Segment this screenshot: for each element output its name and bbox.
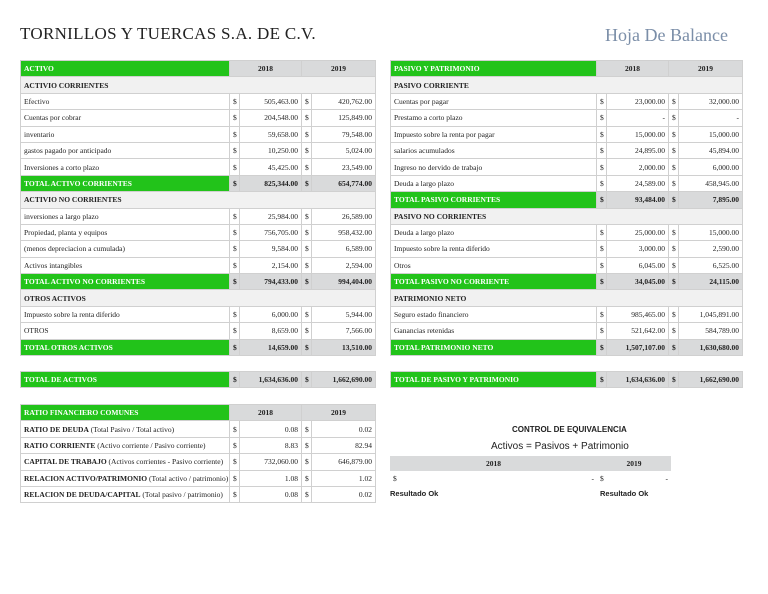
total-assets-2019[interactable]: 1,662,690.00 <box>312 372 376 388</box>
current-assets-title-row <box>21 77 376 93</box>
noncurrent-asset-row-label: Activos intangibles <box>21 257 230 273</box>
currency-symbol: $ <box>669 142 679 158</box>
ratio-name: RELACION ACTIVO/PATRIMONIO <box>24 473 148 483</box>
current-asset-row <box>21 142 376 158</box>
currency-symbol: $ <box>669 175 679 191</box>
currency-symbol: $ <box>230 93 240 109</box>
current-asset-row-2019[interactable]: 125,849.00 <box>312 110 376 126</box>
noncurrent-asset-row-2019[interactable]: 958,432.00 <box>312 224 376 240</box>
noncurrent-assets-title-row <box>21 192 376 208</box>
currency-symbol: $ <box>302 274 312 290</box>
current-liability-row-2019[interactable]: 15,000.00 <box>679 126 743 142</box>
other-asset-row-2018[interactable]: 6,000.00 <box>240 306 302 322</box>
equity-row-2019[interactable]: 584,789.00 <box>679 323 743 339</box>
currency-symbol: $ <box>600 474 604 483</box>
total-equity <box>391 339 743 355</box>
ratio-value-2019[interactable]: 1.02 <box>312 470 376 486</box>
ratios-table <box>20 404 376 503</box>
ratio-label <box>21 421 230 437</box>
current-liability-row-2018[interactable]: 2,000.00 <box>607 159 669 175</box>
total-equity-2019[interactable]: 1,630,680.00 <box>679 339 743 355</box>
ratio-value-2019[interactable]: 82.94 <box>312 437 376 453</box>
current-liability-row-2018[interactable]: 24,589.00 <box>607 175 669 191</box>
total-equity-2018[interactable]: 1,507,107.00 <box>607 339 669 355</box>
noncurrent-liabilities-title-row <box>391 208 743 224</box>
current-liability-row-label: Ingreso no dervido de trabajo <box>391 159 597 175</box>
assets-table <box>20 60 376 356</box>
noncurrent-asset-row <box>21 224 376 240</box>
current-asset-row <box>21 110 376 126</box>
currency-symbol: $ <box>302 421 312 437</box>
total-noncurrent-assets-label: TOTAL ACTIVO NO CORRIENTES <box>21 274 230 290</box>
total-current-liabilities-2019[interactable]: 7,895.00 <box>679 192 743 208</box>
other-asset-row <box>21 306 376 322</box>
currency-symbol: $ <box>669 274 679 290</box>
current-liability-row-2019[interactable]: 6,000.00 <box>679 159 743 175</box>
current-asset-row-2019[interactable]: 5,024.00 <box>312 142 376 158</box>
currency-symbol: $ <box>597 372 607 388</box>
currency-symbol: $ <box>393 474 397 483</box>
current-liabilities-title-row <box>391 77 743 93</box>
current-liability-row-2019[interactable]: 45,894.00 <box>679 142 743 158</box>
current-liability-row <box>391 110 743 126</box>
current-asset-row-2018[interactable]: 10,250.00 <box>240 142 302 158</box>
total-current-assets <box>21 175 376 191</box>
year-2019-header: 2019 <box>302 61 376 77</box>
total-liabilities-table <box>390 371 743 388</box>
total-noncurrent-liabilities-2019[interactable]: 24,115.00 <box>679 274 743 290</box>
currency-symbol: $ <box>302 93 312 109</box>
currency-symbol: $ <box>302 241 312 257</box>
currency-symbol: $ <box>230 274 240 290</box>
total-noncurrent-liabilities <box>391 274 743 290</box>
current-liability-row-label: salarios acumulados <box>391 142 597 158</box>
noncurrent-liability-row-label: Otros <box>391 257 597 273</box>
noncurrent-asset-row-2018[interactable]: 756,705.00 <box>240 224 302 240</box>
noncurrent-asset-row-2019[interactable]: 6,589.00 <box>312 241 376 257</box>
currency-symbol: $ <box>669 159 679 175</box>
control-value-2018[interactable]: - <box>591 474 594 483</box>
control-result-2019: Resultado Ok <box>600 489 649 498</box>
ratios-header: RATIO FINANCIERO COMUNES <box>21 405 230 421</box>
currency-symbol: $ <box>230 224 240 240</box>
current-asset-row-label: gastos pagado por anticipado <box>21 142 230 158</box>
current-liability-row-2018[interactable]: - <box>607 110 669 126</box>
currency-symbol: $ <box>230 175 240 191</box>
total-other-assets-2019[interactable]: 13,510.00 <box>312 339 376 355</box>
ratio-name: RATIO DE DEUDA <box>24 424 89 434</box>
noncurrent-liability-row-2019[interactable]: 15,000.00 <box>679 224 743 240</box>
currency-symbol: $ <box>230 372 240 388</box>
total-assets-2018[interactable]: 1,634,636.00 <box>240 372 302 388</box>
total-current-assets-2018[interactable]: 825,344.00 <box>240 175 302 191</box>
noncurrent-liability-row-label: Deuda a largo plazo <box>391 224 597 240</box>
total-equity-label: TOTAL PATRIMONIO NETO <box>391 339 597 355</box>
ratio-value-2018[interactable]: 8.83 <box>240 437 302 453</box>
currency-symbol: $ <box>230 142 240 158</box>
ratio-label <box>21 486 230 502</box>
currency-symbol: $ <box>302 159 312 175</box>
control-table <box>390 456 671 486</box>
assets-header: ACTIVO <box>21 61 230 77</box>
current-liability-row-2019[interactable]: - <box>679 110 743 126</box>
currency-symbol: $ <box>597 224 607 240</box>
current-assets-title: ACTIVIO CORRIENTES <box>21 77 376 93</box>
ratio-value-2019[interactable]: 646,879.00 <box>312 454 376 470</box>
equity-title-row <box>391 290 743 306</box>
year-2019-header: 2019 <box>669 61 743 77</box>
ratio-row <box>21 486 376 502</box>
current-liability-row <box>391 126 743 142</box>
ratio-formula: (Total pasivo / patrimonio) <box>140 490 223 500</box>
document-title: Hoja De Balance <box>605 25 728 45</box>
year-2019-header: 2019 <box>302 405 376 421</box>
currency-symbol: $ <box>597 93 607 109</box>
ratio-value-2019[interactable]: 0.02 <box>312 486 376 502</box>
ratio-formula: (Total Pasivo / Total activo) <box>88 424 175 434</box>
other-asset-row-2018[interactable]: 8,659.00 <box>240 323 302 339</box>
control-formula: Activos = Pasivos + Patrimonio <box>491 441 629 452</box>
currency-symbol: $ <box>669 126 679 142</box>
total-current-assets-2019[interactable]: 654,774.00 <box>312 175 376 191</box>
currency-symbol: $ <box>230 339 240 355</box>
other-asset-row-label: OTROS <box>21 323 230 339</box>
company-name: TORNILLOS Y TUERCAS S.A. DE C.V. <box>20 24 316 43</box>
currency-symbol: $ <box>230 486 240 502</box>
current-asset-row <box>21 126 376 142</box>
ratio-label <box>21 454 230 470</box>
total-noncurrent-liabilities-2018[interactable]: 34,045.00 <box>607 274 669 290</box>
currency-symbol: $ <box>230 208 240 224</box>
noncurrent-asset-row-label: (menos depreciacion a cumulada) <box>21 241 230 257</box>
noncurrent-asset-row-label: inversiones a largo plazo <box>21 208 230 224</box>
ratio-value-2018[interactable]: 732,060.00 <box>240 454 302 470</box>
total-liabilities-label: TOTAL DE PASIVO Y PATRIMONIO <box>391 372 597 388</box>
current-liability-row-label: Cuentas por pagar <box>391 93 597 109</box>
current-liability-row <box>391 175 743 191</box>
currency-symbol: $ <box>230 110 240 126</box>
currency-symbol: $ <box>302 470 312 486</box>
year-2018-header: 2018 <box>597 61 669 77</box>
currency-symbol: $ <box>597 126 607 142</box>
currency-symbol: $ <box>302 224 312 240</box>
current-liability-row-2018[interactable]: 23,000.00 <box>607 93 669 109</box>
noncurrent-assets-title: ACTIVIO NO CORRIENTES <box>21 192 376 208</box>
control-year-2018: 2018 <box>390 456 597 471</box>
noncurrent-liability-row-2019[interactable]: 2,590.00 <box>679 241 743 257</box>
other-asset-row-2019[interactable]: 7,566.00 <box>312 323 376 339</box>
currency-symbol: $ <box>230 470 240 486</box>
currency-symbol: $ <box>230 454 240 470</box>
ratio-formula: (Activo corriente / Pasivo corriente) <box>95 440 206 450</box>
currency-symbol: $ <box>597 110 607 126</box>
equity-row-label: Seguro estado financiero <box>391 306 597 322</box>
currency-symbol: $ <box>597 175 607 191</box>
total-assets-label: TOTAL DE ACTIVOS <box>21 372 230 388</box>
control-value-2019[interactable]: - <box>665 474 668 483</box>
noncurrent-asset-row-2018[interactable]: 25,984.00 <box>240 208 302 224</box>
current-liability-row <box>391 159 743 175</box>
current-liability-row <box>391 142 743 158</box>
ratio-formula: (Total activo / patrimonio) <box>147 473 229 483</box>
currency-symbol: $ <box>302 126 312 142</box>
control-result-2018: Resultado Ok <box>390 489 439 498</box>
equity-row-2018[interactable]: 521,642.00 <box>607 323 669 339</box>
equity-row <box>391 306 743 322</box>
noncurrent-liability-row-2018[interactable]: 25,000.00 <box>607 224 669 240</box>
total-current-liabilities-2018[interactable]: 93,484.00 <box>607 192 669 208</box>
currency-symbol: $ <box>597 306 607 322</box>
currency-symbol: $ <box>230 241 240 257</box>
control-year-2019: 2019 <box>597 456 671 471</box>
currency-symbol: $ <box>669 93 679 109</box>
current-asset-row-label: inventario <box>21 126 230 142</box>
total-current-liabilities <box>391 192 743 208</box>
current-asset-row-2018[interactable]: 204,548.00 <box>240 110 302 126</box>
currency-symbol: $ <box>597 323 607 339</box>
equity-row-label: Ganancias retenidas <box>391 323 597 339</box>
total-other-assets <box>21 339 376 355</box>
current-liability-row <box>391 93 743 109</box>
noncurrent-liability-row-2019[interactable]: 6,525.00 <box>679 257 743 273</box>
liabilities-header-row <box>391 61 743 77</box>
ratio-row <box>21 421 376 437</box>
total-liabilities-row <box>391 372 743 388</box>
currency-symbol: $ <box>302 454 312 470</box>
ratio-row <box>21 437 376 453</box>
total-noncurrent-assets-2018[interactable]: 794,433.00 <box>240 274 302 290</box>
currency-symbol: $ <box>230 306 240 322</box>
ratio-value-2018[interactable]: 1.08 <box>240 470 302 486</box>
current-asset-row <box>21 159 376 175</box>
other-asset-row <box>21 323 376 339</box>
current-asset-row-label: Inversiones a corto plazo <box>21 159 230 175</box>
total-noncurrent-liabilities-label: TOTAL PASIVO NO CORRIENTE <box>391 274 597 290</box>
noncurrent-liability-row <box>391 224 743 240</box>
currency-symbol: $ <box>302 437 312 453</box>
currency-symbol: $ <box>597 142 607 158</box>
currency-symbol: $ <box>597 159 607 175</box>
currency-symbol: $ <box>302 257 312 273</box>
currency-symbol: $ <box>669 339 679 355</box>
other-assets-title-row <box>21 290 376 306</box>
current-asset-row-2019[interactable]: 23,549.00 <box>312 159 376 175</box>
assets-header-row <box>21 61 376 77</box>
currency-symbol: $ <box>230 421 240 437</box>
current-liability-row-label: Impuesto sobre la renta por pagar <box>391 126 597 142</box>
currency-symbol: $ <box>230 437 240 453</box>
noncurrent-asset-row-2019[interactable]: 26,589.00 <box>312 208 376 224</box>
total-other-assets-label: TOTAL OTROS ACTIVOS <box>21 339 230 355</box>
other-asset-row-2019[interactable]: 5,944.00 <box>312 306 376 322</box>
total-liabilities-2018[interactable]: 1,634,636.00 <box>607 372 669 388</box>
ratio-value-2018[interactable]: 0.08 <box>240 421 302 437</box>
noncurrent-asset-row-2018[interactable]: 9,584.00 <box>240 241 302 257</box>
current-asset-row <box>21 93 376 109</box>
current-asset-row-2019[interactable]: 420,762.00 <box>312 93 376 109</box>
other-assets-title: OTROS ACTIVOS <box>21 290 376 306</box>
noncurrent-liability-row-label: Impuesto sobre la renta diferido <box>391 241 597 257</box>
ratio-value-2018[interactable]: 0.08 <box>240 486 302 502</box>
currency-symbol: $ <box>302 339 312 355</box>
ratio-name: RATIO CORRIENTE <box>24 440 96 450</box>
currency-symbol: $ <box>302 110 312 126</box>
current-asset-row-2018[interactable]: 45,425.00 <box>240 159 302 175</box>
noncurrent-liability-row-2018[interactable]: 6,045.00 <box>607 257 669 273</box>
total-assets-table <box>20 371 376 388</box>
currency-symbol: $ <box>230 126 240 142</box>
total-noncurrent-assets-2019[interactable]: 994,404.00 <box>312 274 376 290</box>
noncurrent-liability-row-2018[interactable]: 3,000.00 <box>607 241 669 257</box>
noncurrent-asset-row <box>21 241 376 257</box>
noncurrent-liabilities-title: PASIVO NO CORRIENTES <box>391 208 743 224</box>
equity-row-2019[interactable]: 1,045,891.00 <box>679 306 743 322</box>
current-asset-row-label: Efectivo <box>21 93 230 109</box>
currency-symbol: $ <box>230 323 240 339</box>
ratio-row <box>21 470 376 486</box>
currency-symbol: $ <box>669 257 679 273</box>
currency-symbol: $ <box>669 110 679 126</box>
currency-symbol: $ <box>597 241 607 257</box>
currency-symbol: $ <box>669 192 679 208</box>
total-other-assets-2018[interactable]: 14,659.00 <box>240 339 302 355</box>
currency-symbol: $ <box>302 486 312 502</box>
current-liability-row-2018[interactable]: 15,000.00 <box>607 126 669 142</box>
total-assets-row <box>21 372 376 388</box>
currency-symbol: $ <box>302 372 312 388</box>
equity-title: PATRIMONIO NETO <box>391 290 743 306</box>
noncurrent-asset-row <box>21 257 376 273</box>
currency-symbol: $ <box>230 159 240 175</box>
currency-symbol: $ <box>302 323 312 339</box>
currency-symbol: $ <box>597 192 607 208</box>
currency-symbol: $ <box>597 257 607 273</box>
currency-symbol: $ <box>302 142 312 158</box>
total-current-assets-label: TOTAL ACTIVO CORRIENTES <box>21 175 230 191</box>
currency-symbol: $ <box>302 208 312 224</box>
current-liability-row-2019[interactable]: 458,945.00 <box>679 175 743 191</box>
current-asset-row-2019[interactable]: 79,548.00 <box>312 126 376 142</box>
ratio-name: RELACION DE DEUDA/CAPITAL <box>24 490 141 500</box>
current-liability-row-label: Prestamo a corto plazo <box>391 110 597 126</box>
ratios-header-row <box>21 405 376 421</box>
currency-symbol: $ <box>302 175 312 191</box>
currency-symbol: $ <box>597 274 607 290</box>
currency-symbol: $ <box>597 339 607 355</box>
ratio-label <box>21 470 230 486</box>
noncurrent-asset-row-2019[interactable]: 2,594.00 <box>312 257 376 273</box>
currency-symbol: $ <box>669 306 679 322</box>
equity-row <box>391 323 743 339</box>
total-noncurrent-assets <box>21 274 376 290</box>
currency-symbol: $ <box>669 241 679 257</box>
liabilities-table <box>390 60 743 356</box>
total-current-liabilities-label: TOTAL PASIVO CORRIENTES <box>391 192 597 208</box>
currency-symbol: $ <box>669 323 679 339</box>
current-liability-row-2019[interactable]: 32,000.00 <box>679 93 743 109</box>
current-asset-row-2018[interactable]: 505,463.00 <box>240 93 302 109</box>
control-title: CONTROL DE EQUIVALENCIA <box>512 425 627 434</box>
currency-symbol: $ <box>230 257 240 273</box>
noncurrent-liability-row <box>391 241 743 257</box>
total-liabilities-2019[interactable]: 1,662,690.00 <box>679 372 743 388</box>
current-liabilities-title: PASIVO CORRIENTE <box>391 77 743 93</box>
current-liability-row-2018[interactable]: 24,895.00 <box>607 142 669 158</box>
liabilities-header: PASIVO Y PATRIMONIO <box>391 61 597 77</box>
other-asset-row-label: Impuesto sobre la renta diferido <box>21 306 230 322</box>
year-2018-header: 2018 <box>230 61 302 77</box>
ratio-label <box>21 437 230 453</box>
noncurrent-liability-row <box>391 257 743 273</box>
current-asset-row-label: Cuentas por cobrar <box>21 110 230 126</box>
year-2018-header: 2018 <box>230 405 302 421</box>
ratio-row <box>21 454 376 470</box>
currency-symbol: $ <box>669 224 679 240</box>
currency-symbol: $ <box>669 372 679 388</box>
currency-symbol: $ <box>302 306 312 322</box>
current-liability-row-label: Deuda a largo plazo <box>391 175 597 191</box>
noncurrent-asset-row <box>21 208 376 224</box>
noncurrent-asset-row-label: Propiedad, planta y equipos <box>21 224 230 240</box>
current-asset-row-2018[interactable]: 59,658.00 <box>240 126 302 142</box>
ratio-name: CAPITAL DE TRABAJO <box>24 457 107 467</box>
equity-row-2018[interactable]: 985,465.00 <box>607 306 669 322</box>
ratio-formula: (Activos corrientes - Pasivo corriente) <box>106 457 224 467</box>
ratio-value-2019[interactable]: 0.02 <box>312 421 376 437</box>
noncurrent-asset-row-2018[interactable]: 2,154.00 <box>240 257 302 273</box>
